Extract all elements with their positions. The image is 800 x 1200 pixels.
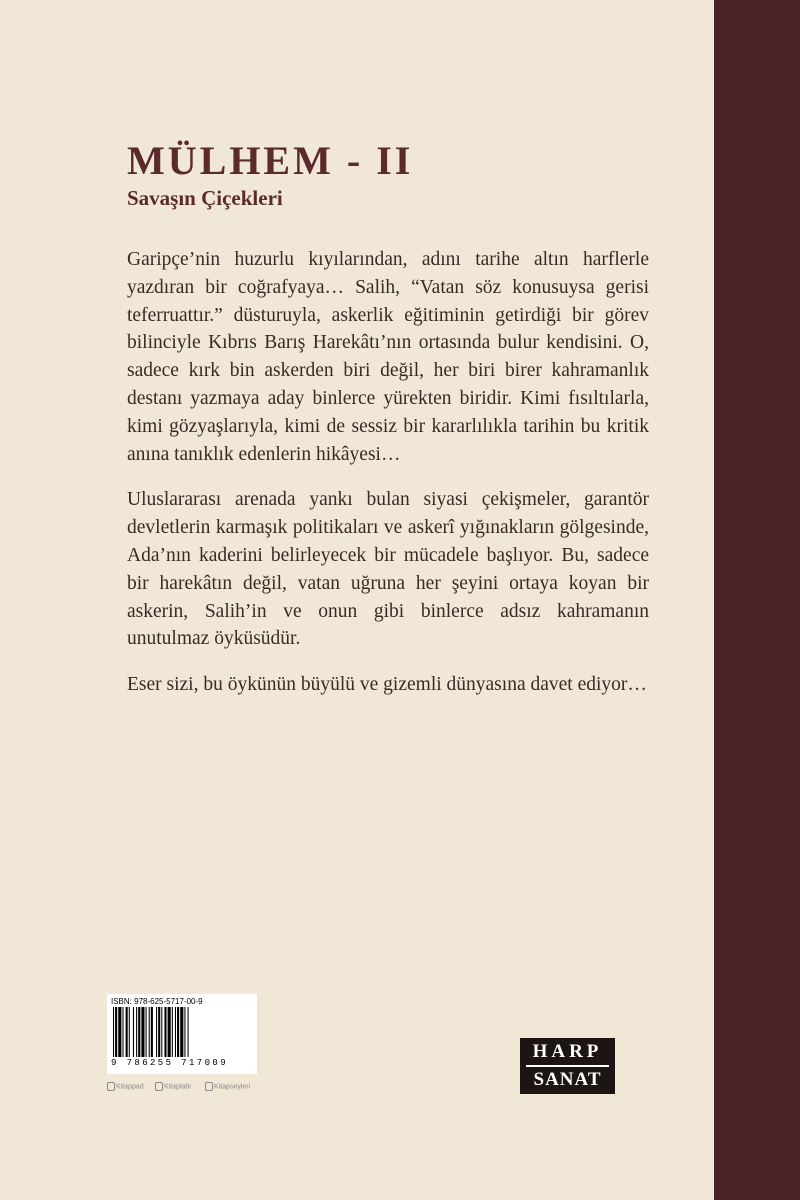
barcode-bar xyxy=(180,1007,183,1057)
barcode-bar xyxy=(156,1007,157,1057)
seller-logo xyxy=(107,1082,144,1091)
barcode-bar xyxy=(141,1007,144,1057)
barcode-bar xyxy=(113,1007,114,1057)
barcode-bar xyxy=(129,1007,130,1057)
publisher-logo-line1: HARP xyxy=(532,1041,603,1062)
publisher-logo xyxy=(520,1038,615,1094)
barcode-bar xyxy=(175,1007,176,1057)
barcode-bar xyxy=(146,1007,147,1057)
publisher-logo-rule xyxy=(526,1065,609,1067)
seller-logo-icon xyxy=(107,1082,115,1091)
barcode-bar xyxy=(164,1007,166,1057)
barcode-bar xyxy=(151,1007,153,1057)
barcode-bar xyxy=(184,1007,185,1057)
seller-logo-icon xyxy=(155,1082,163,1091)
publisher-logo-line2: SANAT xyxy=(533,1069,602,1090)
barcode-bar xyxy=(138,1007,140,1057)
spine-strip xyxy=(714,0,800,1200)
blurb-text xyxy=(127,246,649,717)
seller-logo xyxy=(205,1082,250,1091)
seller-logo-icon xyxy=(205,1082,213,1091)
barcode-bar xyxy=(188,1007,189,1057)
seller-name: Kitapseyleri xyxy=(214,1083,251,1091)
blurb-paragraph-2: Uluslararası arenada yankı bulan siyasi çekişmeler, garantör devletlerin karmaşık politikaları ve askerî yığınakların gölgesinde, Ada’nın kaderini belirleyecek bir mücadele başlıyor. Bu, sadece bir harekâtın değil, vatan uğruna her şeyini ortaya koyan bir askerin, Salih’in ve onun gibi binlerce adsız kahramanın unutulmaz öyküsüdür. xyxy=(127,489,649,650)
barcode-bar xyxy=(136,1007,137,1057)
book-title: MÜLHEM - II xyxy=(127,138,414,183)
barcode-bar xyxy=(115,1007,117,1057)
seller-name: Kitappad xyxy=(116,1083,144,1091)
blurb-paragraph-1: Garipçe’nin huzurlu kıyılarından, adını tarihe altın harflerle yazdıran bir coğrafyaya… Salih, “Vatan söz konusuysa gerisi teferruattır.” düsturuyla, askerlik eğitiminin getirdiği bir görev bilinciyle Kıbrıs Barış Harekâtı’nın ortasında bulur kendisini. O, sadece kırk bin askerden biri değil, her biri birer kahramanlık destanı yazmaya aday binlerce yürekten biridir. Kimi fısıltılarla, kimi gözyaşlarıyla, kimi de sessiz bir kararlılıkla tarihin bu kritik anına tanıklık edenlerin hikâyesi… xyxy=(127,249,649,465)
barcode-bar xyxy=(172,1007,173,1057)
barcode-bar xyxy=(168,1007,171,1057)
book-subtitle: Savaşın Çiçekleri xyxy=(127,186,283,210)
barcode-bar xyxy=(158,1007,160,1057)
barcode-bars xyxy=(113,1007,251,1059)
barcode-bar xyxy=(177,1007,179,1057)
isbn-label: ISBN: 978-625-5717-00-9 xyxy=(111,997,203,1006)
blurb-paragraph-3: Eser sizi, bu öykünün büyülü ve gizemli dünyasına davet ediyor… xyxy=(127,674,647,696)
barcode-digits: 9 786255 717009 xyxy=(111,1058,229,1068)
barcode-bar xyxy=(161,1007,162,1057)
barcode-bar xyxy=(133,1007,134,1057)
seller-logo xyxy=(155,1082,191,1091)
barcode-bar xyxy=(149,1007,150,1057)
barcode-bar xyxy=(122,1007,123,1057)
seller-logos xyxy=(107,1082,267,1096)
barcode-bar xyxy=(118,1007,121,1057)
barcode-bar xyxy=(126,1007,128,1057)
seller-name: Kitaplabi xyxy=(164,1083,191,1091)
isbn-barcode xyxy=(107,994,257,1074)
